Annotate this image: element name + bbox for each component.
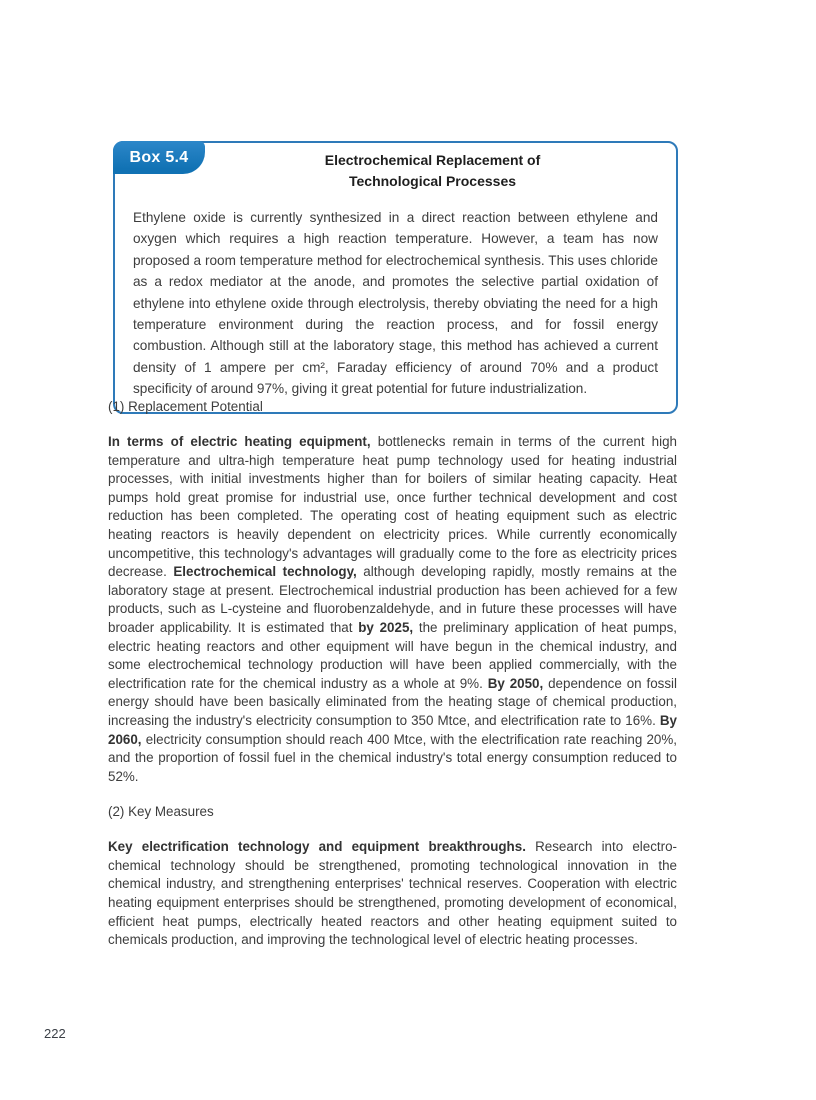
section-replacement-potential [108, 399, 677, 786]
box-title-line2: Technological Processes [348, 173, 517, 189]
box-tab [113, 141, 205, 174]
box-body-text: Ethylene oxide is currently synthesized in a direct reaction between ethylene and oxygen which requires a high reaction temperature. However, a team has now proposed a room temperature method for electrochemical synthesis. This uses chloride as a redox mediator at the anode, and promotes the selective partial oxidation of ethylene into ethylene oxide through electrolysis, thereby obviating the need for a high temperature environment during the reaction process, and for fossil energy combustion. Although still at the laboratory stage, this method has achieved a current density of 1 ampere per cm², Faraday efficiency of around 70% and a product specificity of around 97%, giving it great potential for future industrialization. [133, 210, 658, 397]
box-title [207, 150, 658, 192]
paragraph: In terms of electric heating equipment, bottlenecks remain in terms of the current high temperature and ultra-high temperature heat pump technology used for heating industrial processes, with initial investments higher than for boilers of similar heating capacity. Heat pumps hold great promise for industrial use, once further technical development and cost reduction has been completed. The operating cost of heating equipment such as electric heating reactors is heavily dependent on electricity prices. While currently economically uncompetitive, this technology's advantages will gradually come to the fore as electricity prices decrease. Electrochemical technology, although developing rapidly, mostly remains at the laboratory stage at present. Electrochemical industrial production has been achieved for a few products, such as L-cysteine and fluorobenzaldehyde, and in future these processes will have broader applicability. It is estimated that by 2025, the preliminary application of heat pumps, electric heating reactors and other equipment will have begun in the chemical industry, and some electrochemical technology production will have been applied commercially, with the electrification rate for the chemical industry as a whole at 9%. By 2050, dependence on fossil energy should have been basically eliminated from the heating stage of chemical production, increasing the industry's electricity consumption to 350 Mtce, and electrification rate to 16%. By 2060, electricity consumption should reach 400 Mtce, with the electrification rate reaching 20%, and the proportion of fossil fuel in the chemical industry's total energy consumption reduced to 52%. [108, 434, 678, 784]
section-key-measures [108, 804, 677, 950]
box-title-line1: Electrochemical Replacement of [324, 152, 541, 168]
callout-box [113, 141, 678, 414]
paragraph: Key electrification technology and equipment breakthroughs. Research into electro-chemical technology should be strengthened, promoting technological innovation in the chemical industry, and strengthening enterprises' technical reserves. Cooperation with electric heating equipment enterprises should be strengthened, promoting development of economical, efficient heat pumps, electrically heated reactors and other heating equipment suited to chemicals production, and improving the technological level of electric heating processes. [108, 839, 678, 948]
page-content [108, 399, 677, 968]
section-heading: (1) Replacement Potential [108, 399, 263, 414]
section-heading: (2) Key Measures [108, 804, 214, 820]
box-label: Box 5.4 [129, 148, 189, 166]
page-number: 222 [44, 1026, 66, 1041]
